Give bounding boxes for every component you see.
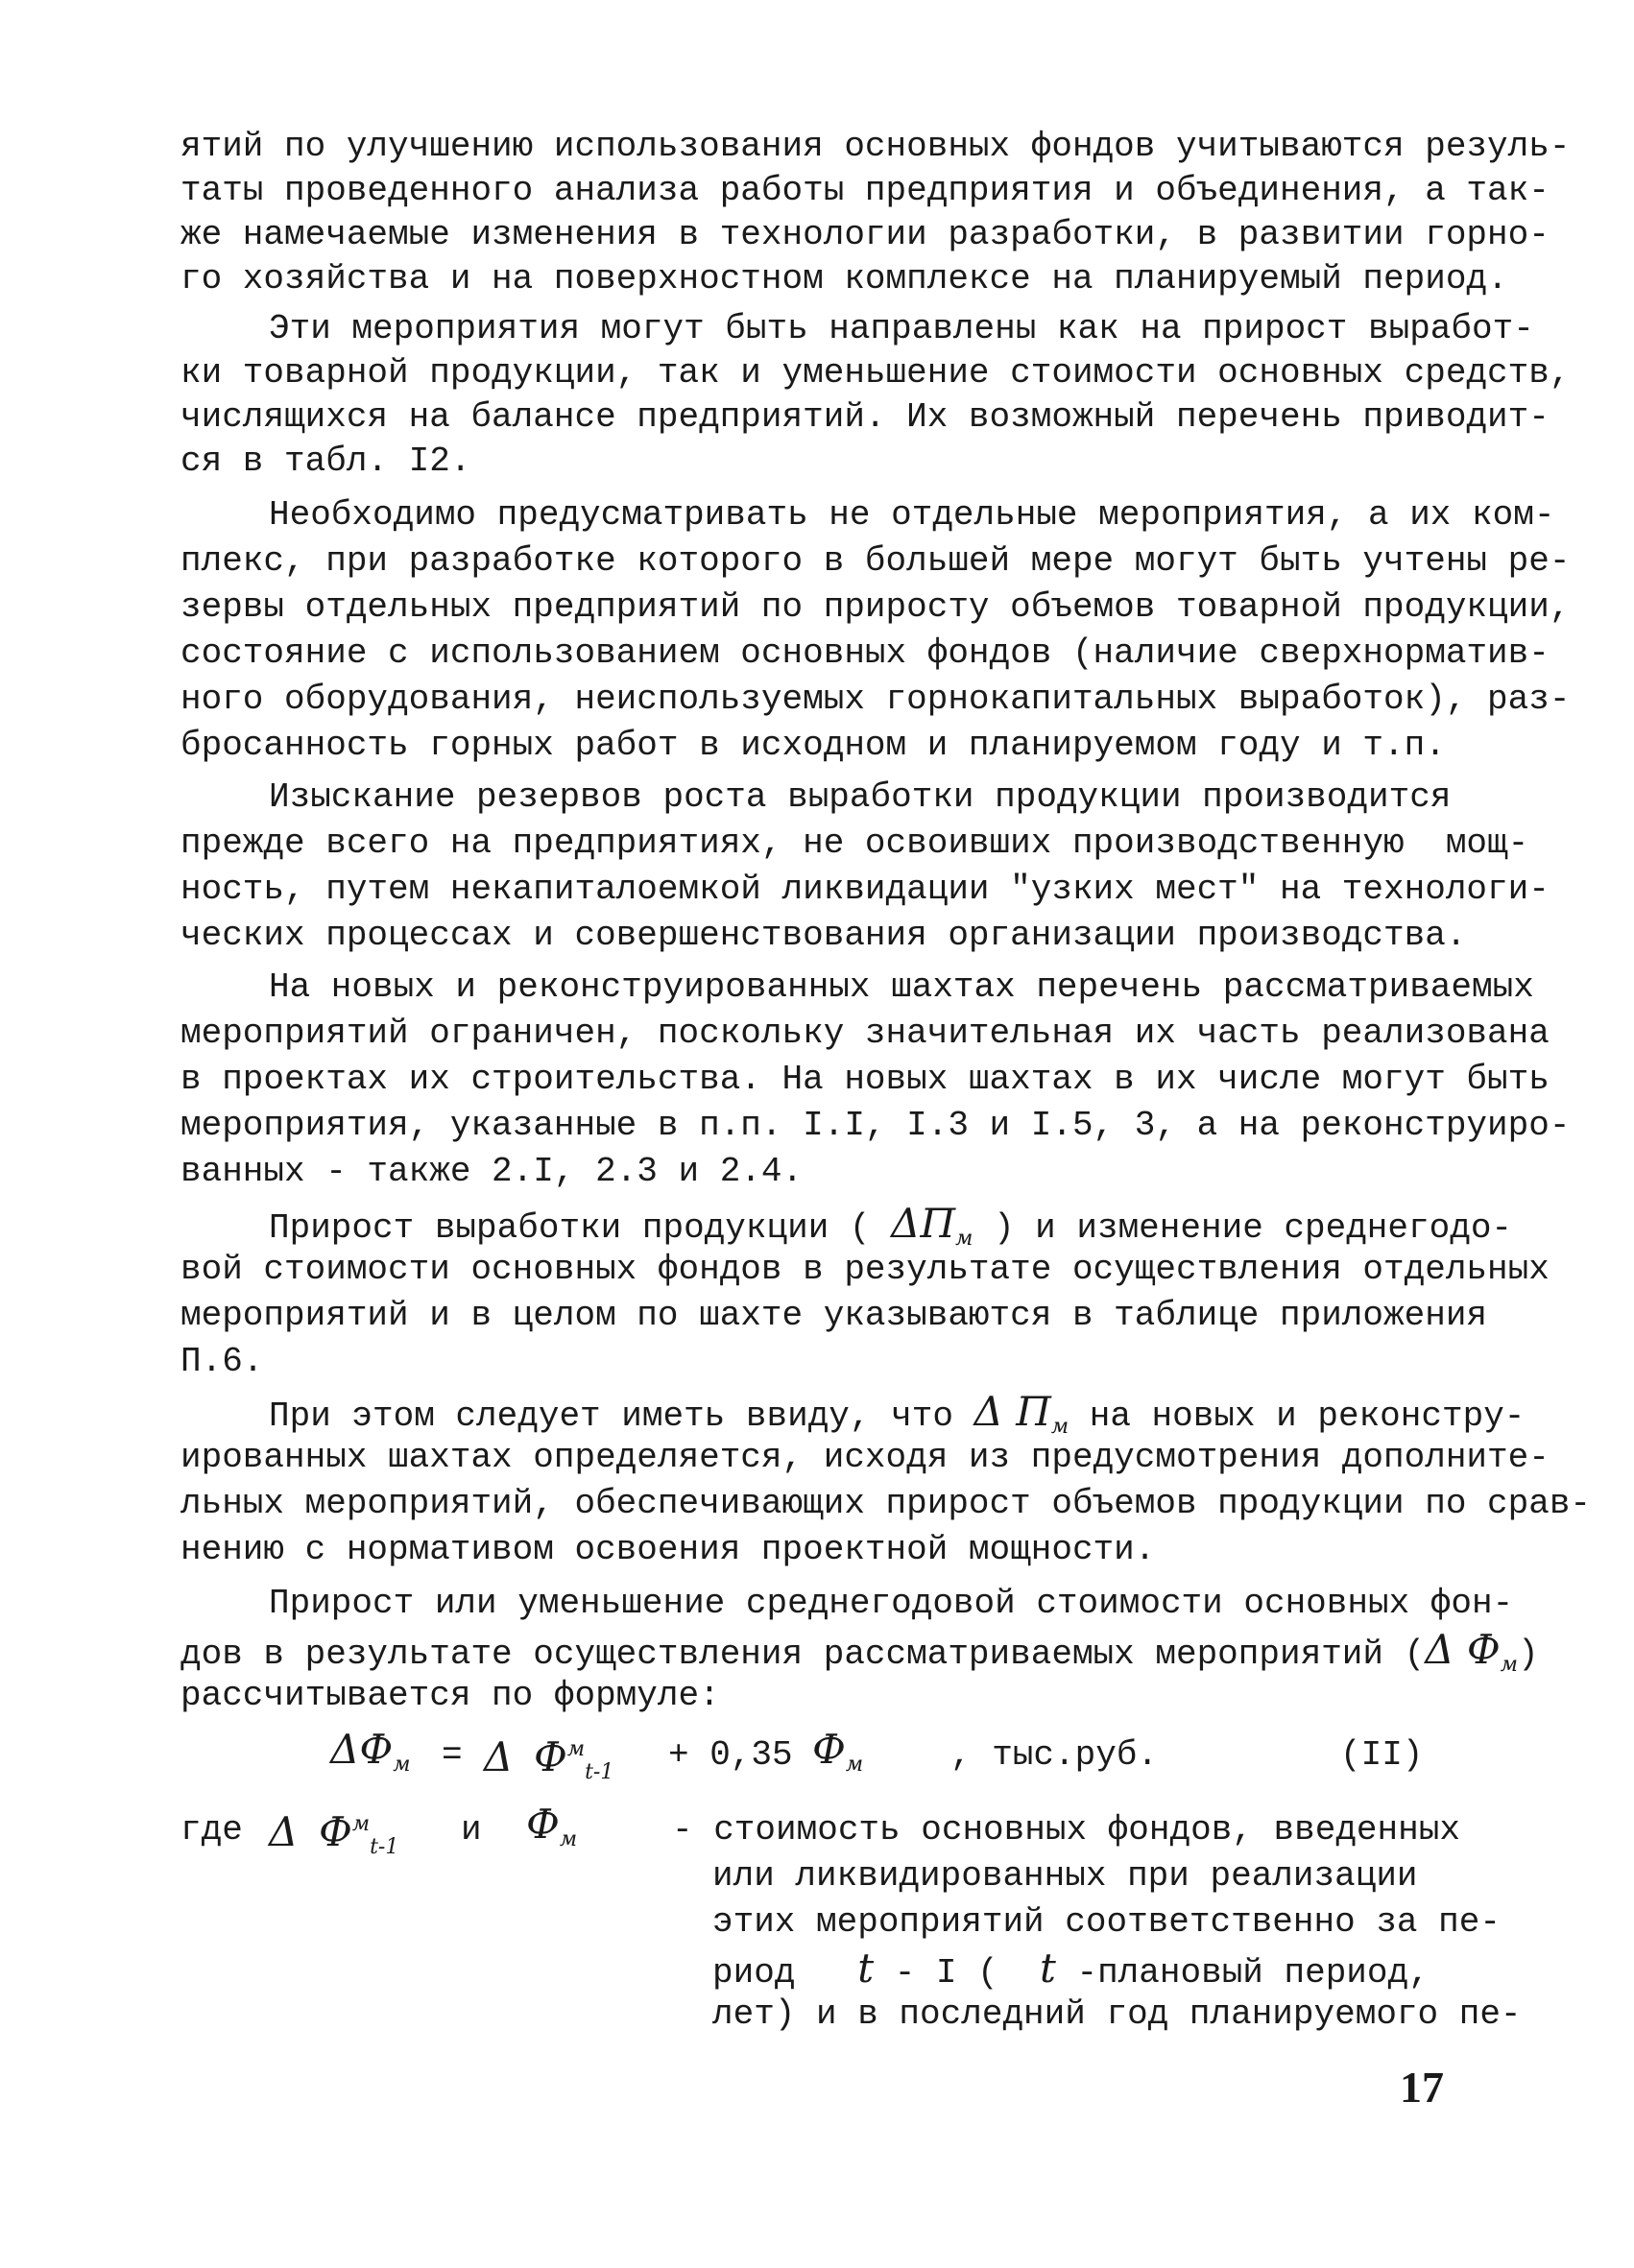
formula-number: (II): [1340, 1735, 1424, 1775]
formula-unit: , тыс.руб.: [950, 1735, 1159, 1775]
text-line: ятий по улучшению использования основных фондов учитываются резуль-: [180, 127, 1571, 166]
delta-p-m-symbol: $\Delta П_м$: [891, 1200, 973, 1251]
text-line: Эти мероприятия могут быть направлены как на прирост выработ-: [269, 309, 1534, 348]
text-line: ческих процессах и совершенствования организации производства.: [180, 916, 1467, 955]
text-line: мероприятия, указанные в п.п. I.I, I.3 и I.5, 3, а на реконструиро-: [180, 1106, 1571, 1145]
text-line: Необходимо предусматривать не отдельные мероприятия, а их ком-: [269, 495, 1555, 535]
text-line: ированных шахтах определяется, исходя из предусмотрения дополните-: [180, 1438, 1550, 1477]
text-line: ся в табл. I2.: [180, 442, 471, 481]
text-line: плекс, при разработке которого в большей мере могут быть учтены ре-: [180, 541, 1571, 581]
text-line: ного оборудования, неиспользуемых горнокапитальных выработок), раз-: [180, 680, 1571, 719]
text-line: Прирост выработки продукции ( $\Delta П_м$ ) и изменение среднегодо-: [269, 1200, 1513, 1251]
page-number: 17: [1400, 2063, 1444, 2112]
text-line: бросанность горных работ в исходном и планируемом году и т.п.: [180, 726, 1446, 765]
text-line: ки товарной продукции, так и уменьшение стоимости основных средств,: [180, 353, 1571, 393]
text-line: На новых и реконструированных шахтах перечень рассматриваемых: [269, 967, 1534, 1007]
text-line: нению с нормативом освоения проектной мощности.: [180, 1530, 1156, 1569]
text-line: рассчитывается по формуле:: [180, 1676, 720, 1715]
formula-term-2: $Ф_м$: [812, 1726, 864, 1777]
text-line: П.6.: [180, 1342, 264, 1381]
text-line: льных мероприятий, обеспечивающих прирост объемов продукции по срав-: [180, 1484, 1592, 1523]
text-line: дов в результате осуществления рассматриваемых мероприятий (Δ $Ф_м$): [180, 1626, 1539, 1677]
where-line: лет) и в последний год планируемого пе-: [712, 1994, 1522, 2034]
text-line: состояние с использованием основных фондов (наличие сверхнорматив-: [180, 633, 1550, 673]
delta-p-m-symbol: Δ $П_м$: [973, 1388, 1069, 1439]
where-symbol-1: Δ $Ф^м_{t-1}$: [269, 1808, 399, 1859]
delta-f-m-symbol: Δ $Ф_м$: [1425, 1626, 1519, 1677]
formula-lhs: $\Delta Ф_м$: [330, 1726, 411, 1777]
where-line: этих мероприятий соответственно за пе-: [712, 1902, 1501, 1942]
text-line: ванных - также 2.I, 2.3 и 2.4.: [180, 1152, 804, 1191]
formula-equals: =: [442, 1735, 463, 1775]
where-line: или ликвидированных при реализации: [712, 1856, 1418, 1896]
where-line: - стоимость основных фондов, введенных: [672, 1810, 1460, 1850]
text-line: числящихся на балансе предприятий. Их возможный перечень приводит-: [180, 397, 1550, 437]
text-line: в проектах их строительства. На новых шахтах в их числе могут быть: [180, 1060, 1550, 1099]
text-line: же намечаемые изменения в технологии разработки, в развитии горно-: [180, 215, 1550, 254]
text-line: Прирост или уменьшение среднегодовой стоимости основных фон-: [269, 1584, 1514, 1623]
text-line: вой стоимости основных фондов в результате осуществления отдельных: [180, 1250, 1550, 1289]
text-line: Изыскание резервов роста выработки продукции производится: [269, 777, 1452, 817]
where-line: риод t - I ( t -плановый период,: [712, 1945, 1430, 1993]
text-line: мероприятий ограничен, поскольку значительная их часть реализована: [180, 1014, 1550, 1053]
text-line: го хозяйства и на поверхностном комплексе на планируемый период.: [180, 259, 1508, 298]
text-line: прежде всего на предприятиях, не освоивших производственную мощ-: [180, 824, 1529, 863]
text-line: зервы отдельных предприятий по приросту объемов товарной продукции,: [180, 587, 1571, 627]
where-and: и: [461, 1810, 482, 1850]
formula-coefficient: + 0,35: [668, 1735, 793, 1775]
text-line: мероприятий и в целом по шахте указываются в таблице приложения: [180, 1296, 1488, 1335]
text-line: При этом следует иметь ввиду, что Δ $П_м$ на новых и реконстру-: [269, 1388, 1526, 1439]
where-label: где: [180, 1810, 243, 1850]
text-line: ность, путем некапиталоемкой ликвидации "узких мест" на технологи-: [180, 870, 1550, 909]
where-symbol-2: $Ф_м$: [526, 1801, 578, 1851]
text-line: таты проведенного анализа работы предприятия и объединения, а так-: [180, 171, 1550, 210]
formula-term-1: Δ $Ф^м_{t-1}$: [484, 1733, 614, 1784]
